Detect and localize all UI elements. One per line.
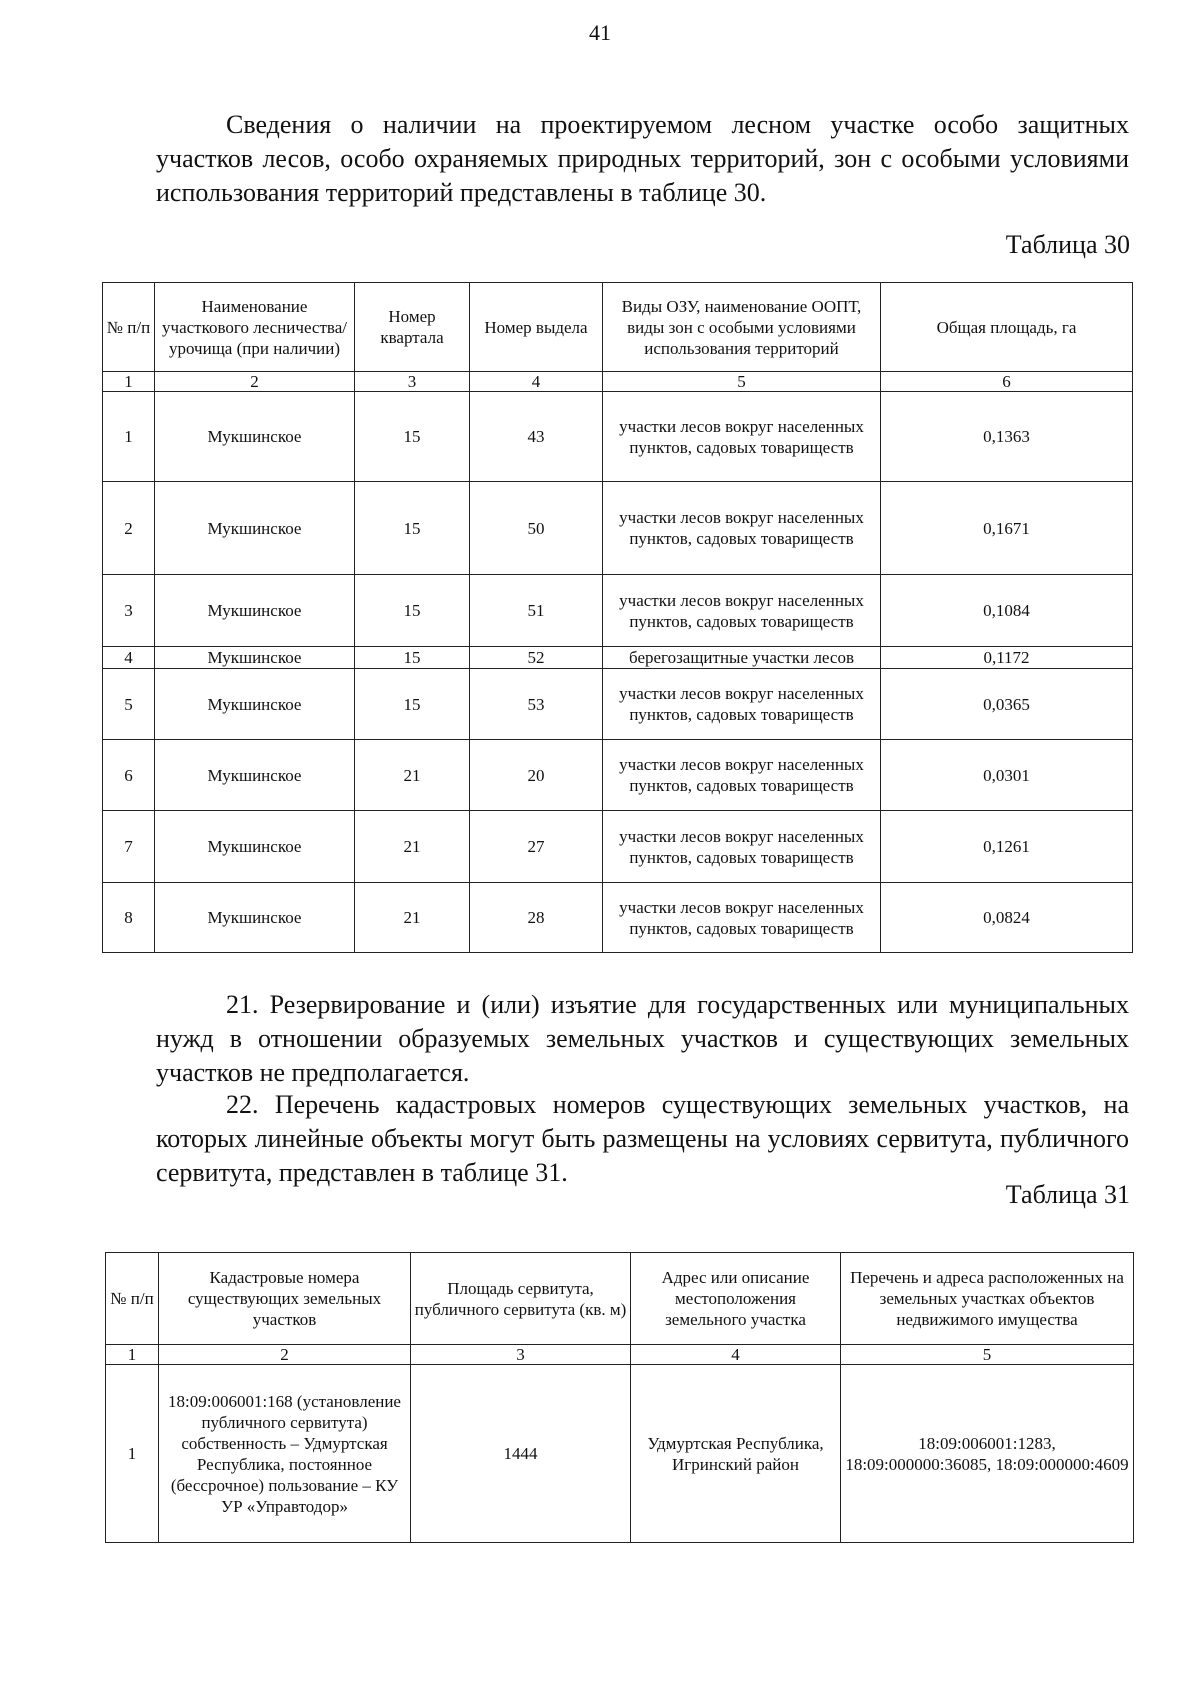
quarter-number: 15	[355, 392, 470, 482]
table31-colnum: 1	[106, 1345, 159, 1365]
row-number: 7	[103, 811, 155, 883]
protection-kind: участки лесов вокруг населенных пунктов, садовых товариществ	[603, 482, 881, 575]
table30-header-num: № п/п	[103, 283, 155, 372]
land-address: Удмуртская Республика, Игринский район	[631, 1365, 841, 1543]
table30-header-forestry: Наименование участкового лесничества/урочища (при наличии)	[155, 283, 355, 372]
table31-header-row	[106, 1253, 1134, 1345]
quarter-number: 15	[355, 669, 470, 740]
table-row	[103, 575, 1133, 647]
table31-column-numbers-row	[106, 1345, 1134, 1365]
paragraph-22: 22. Перечень кадастровых номеров существующих земельных участков, на которых линейные объекты могут быть размещены на условиях сервитута, публичного сервитута, представлен в таблице 31.	[156, 1090, 1129, 1187]
table-row	[103, 740, 1133, 811]
table31-colnum: 3	[411, 1345, 631, 1365]
forestry-name: Мукшинское	[155, 482, 355, 575]
table30-column-numbers-row	[103, 372, 1133, 392]
real-estate-objects: 18:09:006001:1283, 18:09:000000:36085, 18:09:000000:4609	[841, 1365, 1134, 1543]
page-number: 41	[589, 20, 611, 45]
row-number: 6	[103, 740, 155, 811]
total-area: 0,1084	[881, 575, 1133, 647]
total-area: 0,0301	[881, 740, 1133, 811]
forestry-name: Мукшинское	[155, 669, 355, 740]
row-number: 8	[103, 883, 155, 953]
allotment-number: 20	[470, 740, 603, 811]
row-number: 1	[106, 1365, 159, 1543]
total-area: 0,1671	[881, 482, 1133, 575]
table-row	[106, 1365, 1134, 1543]
table31-colnum: 2	[159, 1345, 411, 1365]
table30-header-row	[103, 283, 1133, 372]
table31-caption: Таблица 31	[1005, 1180, 1130, 1209]
table30-header-quarter: Номер квартала	[355, 283, 470, 372]
table30-header-allotment: Номер выдела	[470, 283, 603, 372]
servitude-area: 1444	[411, 1365, 631, 1543]
forestry-name: Мукшинское	[155, 883, 355, 953]
forestry-name: Мукшинское	[155, 575, 355, 647]
quarter-number: 21	[355, 740, 470, 811]
table31-colnum: 4	[631, 1345, 841, 1365]
table-row	[103, 669, 1133, 740]
total-area: 0,0365	[881, 669, 1133, 740]
total-area: 0,0824	[881, 883, 1133, 953]
total-area: 0,1363	[881, 392, 1133, 482]
table30-colnum: 5	[603, 372, 881, 392]
protection-kind: участки лесов вокруг населенных пунктов, садовых товариществ	[603, 575, 881, 647]
allotment-number: 43	[470, 392, 603, 482]
protection-kind: участки лесов вокруг населенных пунктов, садовых товариществ	[603, 669, 881, 740]
row-number: 2	[103, 482, 155, 575]
table-row	[103, 647, 1133, 669]
intro-paragraph: Сведения о наличии на проектируемом лесном участке особо защитных участков лесов, особо охраняемых природных территорий, зон с особыми условиями использования территорий представлены в таблице 30.	[156, 110, 1129, 207]
protection-kind: берегозащитные участки лесов	[603, 647, 881, 669]
quarter-number: 15	[355, 482, 470, 575]
protection-kind: участки лесов вокруг населенных пунктов, садовых товариществ	[603, 883, 881, 953]
quarter-number: 21	[355, 811, 470, 883]
table31-header-num: № п/п	[106, 1253, 159, 1345]
table30-colnum: 6	[881, 372, 1133, 392]
table31	[105, 1252, 1134, 1543]
table31-header-area: Площадь сервитута, публичного сервитута (кв. м)	[411, 1253, 631, 1345]
row-number: 3	[103, 575, 155, 647]
forestry-name: Мукшинское	[155, 740, 355, 811]
row-number: 1	[103, 392, 155, 482]
allotment-number: 50	[470, 482, 603, 575]
table30-header-kind: Виды ОЗУ, наименование ООПТ, виды зон с особыми условиями использования территорий	[603, 283, 881, 372]
total-area: 0,1261	[881, 811, 1133, 883]
table31-header-address: Адрес или описание местоположения земельного участка	[631, 1253, 841, 1345]
allotment-number: 27	[470, 811, 603, 883]
allotment-number: 51	[470, 575, 603, 647]
table-row	[103, 392, 1133, 482]
allotment-number: 28	[470, 883, 603, 953]
total-area: 0,1172	[881, 647, 1133, 669]
table30-colnum: 2	[155, 372, 355, 392]
protection-kind: участки лесов вокруг населенных пунктов, садовых товариществ	[603, 740, 881, 811]
quarter-number: 15	[355, 575, 470, 647]
forestry-name: Мукшинское	[155, 811, 355, 883]
cadastral-number: 18:09:006001:168 (установление публичного сервитута) собственность – Удмуртская Республика, постоянное (бессрочное) пользование – КУ УР «Управтодор»	[159, 1365, 411, 1543]
table30-colnum: 1	[103, 372, 155, 392]
quarter-number: 21	[355, 883, 470, 953]
table30	[102, 282, 1133, 953]
table-row	[103, 883, 1133, 953]
table30-colnum: 4	[470, 372, 603, 392]
forestry-name: Мукшинское	[155, 647, 355, 669]
row-number: 4	[103, 647, 155, 669]
allotment-number: 52	[470, 647, 603, 669]
table30-header-area: Общая площадь, га	[881, 283, 1133, 372]
forestry-name: Мукшинское	[155, 392, 355, 482]
paragraph-21: 21. Резервирование и (или) изъятие для государственных или муниципальных нужд в отношении образуемых земельных участков и существующих земельных участков не предполагается.	[156, 990, 1129, 1087]
quarter-number: 15	[355, 647, 470, 669]
table30-colnum: 3	[355, 372, 470, 392]
table-row	[103, 482, 1133, 575]
protection-kind: участки лесов вокруг населенных пунктов, садовых товариществ	[603, 392, 881, 482]
table-row	[103, 811, 1133, 883]
row-number: 5	[103, 669, 155, 740]
table31-header-objects: Перечень и адреса расположенных на земельных участках объектов недвижимого имущества	[841, 1253, 1134, 1345]
table31-header-cadastral: Кадастровые номера существующих земельных участков	[159, 1253, 411, 1345]
table31-colnum: 5	[841, 1345, 1134, 1365]
table30-caption: Таблица 30	[1005, 230, 1130, 259]
allotment-number: 53	[470, 669, 603, 740]
protection-kind: участки лесов вокруг населенных пунктов, садовых товариществ	[603, 811, 881, 883]
